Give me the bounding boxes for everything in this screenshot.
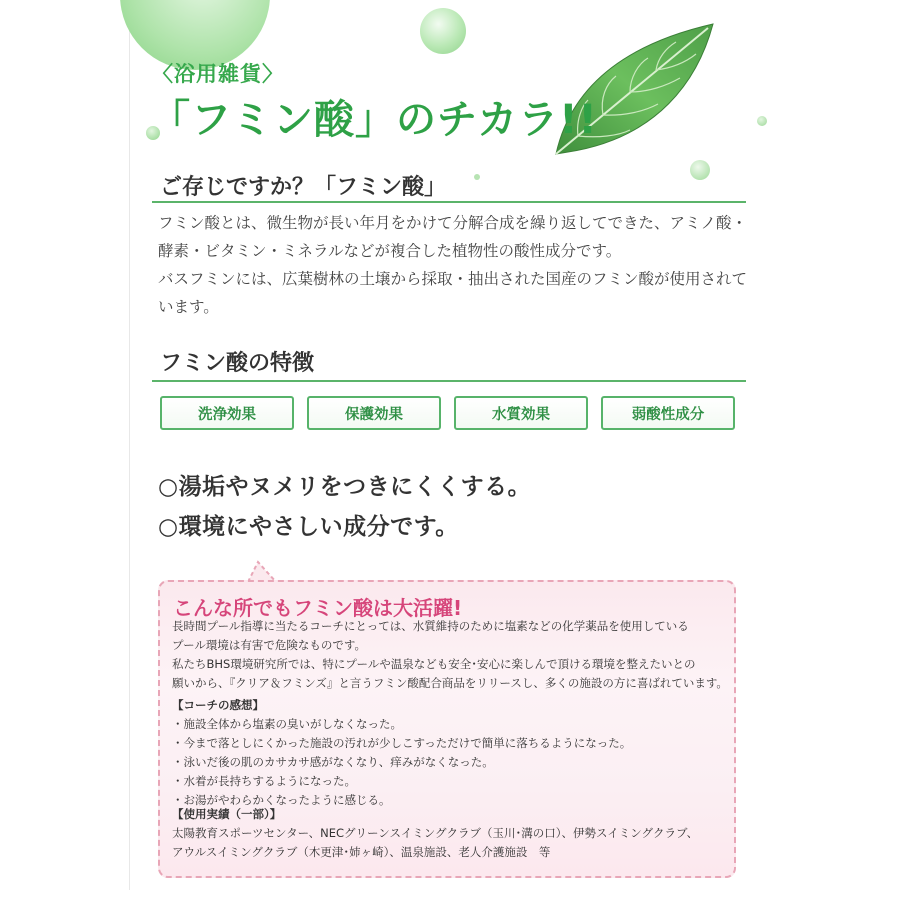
callout-line: プール環境は有害で危険なものです。 bbox=[172, 638, 367, 652]
coach-item: ・泳いだ後の肌のカサカサ感がなくなり、痒みがなくなった。 bbox=[172, 755, 494, 769]
coach-item: ・施設全体から塩素の臭いがしなくなった。 bbox=[172, 717, 402, 731]
intro-divider bbox=[152, 201, 746, 203]
coach-list bbox=[172, 715, 732, 810]
coach-heading: 【コーチの感想】 bbox=[172, 698, 264, 712]
intro-heading: ご存じですか？「フミン酸」 bbox=[160, 175, 447, 200]
callout-line: 長時間プール指導に当たるコーチにとっては、水質維持のために塩素などの化学薬品を使用している bbox=[172, 619, 689, 633]
callout-line: 私たちBHS環境研究所では、特にプールや温泉なども安全･安心に楽しんで頂ける環境を整えたいとの bbox=[172, 657, 696, 671]
category-subtitle: 〈浴用雑貨〉 bbox=[152, 62, 284, 86]
coach-item: ・お湯がやわらかくなったように感じる。 bbox=[172, 793, 391, 807]
intro-body bbox=[158, 209, 754, 321]
feature-badge: 弱酸性成分 bbox=[601, 396, 735, 430]
callout-line: 願いから、『クリア＆フミンズ』と言うフミン酸配合商品をリリースし、多くの施設の方に喜ばれています。 bbox=[172, 676, 728, 690]
record-list bbox=[172, 824, 732, 862]
benefit-point: ○環境にやさしい成分です。 bbox=[158, 514, 459, 540]
decorative-bubble-medium bbox=[420, 8, 466, 54]
page-title: 「フミン酸」のチカラ!! bbox=[150, 97, 598, 143]
decorative-bubble-small bbox=[690, 160, 710, 180]
coach-item: ・水着が長持ちするようになった。 bbox=[172, 774, 356, 788]
intro-paragraph: フミン酸とは、微生物が長い年月をかけて分解合成を繰り返してできた、アミノ酸・酵素・ビタミン・ミネラルなどが複合した植物性の酸性成分です。 bbox=[158, 214, 748, 260]
coach-item: ・今まで落としにくかった施設の汚れが少しこすっただけで簡単に落ちるようになった。 bbox=[172, 736, 632, 750]
features-divider bbox=[152, 380, 746, 382]
record-line: アウルスイミングクラブ（木更津･姉ヶ崎）、温泉施設、老人介護施設 等 bbox=[172, 845, 551, 859]
feature-badge: 洗浄効果 bbox=[160, 396, 294, 430]
callout-description bbox=[172, 617, 732, 693]
decorative-bubble-small bbox=[757, 116, 767, 126]
record-heading: 【使用実績（一部）】 bbox=[172, 807, 282, 821]
benefit-point: ○湯垢やヌメリをつきにくくする。 bbox=[158, 474, 532, 500]
intro-paragraph: バスフミンには、広葉樹林の土壌から採取・抽出された国産のフミン酸が使用されています。 bbox=[158, 270, 748, 316]
record-line: 太陽教育スポーツセンター、NECグリーンスイミングクラブ（玉川･溝の口）、伊勢スイミングクラブ、 bbox=[172, 826, 699, 840]
feature-badge: 水質効果 bbox=[454, 396, 588, 430]
features-heading: フミン酸の特徴 bbox=[160, 351, 315, 376]
decorative-bubble-small bbox=[474, 174, 480, 180]
feature-badge: 保護効果 bbox=[307, 396, 441, 430]
feature-list bbox=[160, 396, 740, 434]
callout-title: こんな所でもフミン酸は大活躍! bbox=[173, 596, 463, 620]
